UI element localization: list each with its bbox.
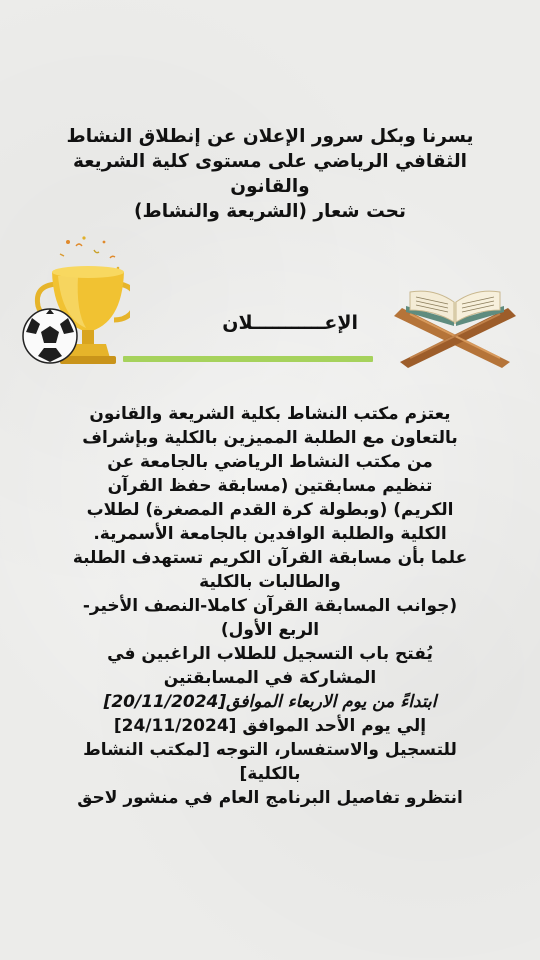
intro-heading <box>60 124 480 224</box>
banner-underline <box>123 356 373 362</box>
body-line: المشاركة في المسابقتين <box>163 668 377 688</box>
announcement-body <box>20 402 520 810</box>
intro-line: يسرنا وبكل سرور الإعلان عن إنطلاق النشاط <box>66 126 474 147</box>
body-line: للتسجيل والاستفسار، التوجه [لمكتب النشاط <box>83 740 457 760</box>
confetti <box>60 236 119 269</box>
body-line: ابتداءً من يوم الاربعاء الموافق[20/11/2024] <box>103 692 437 712</box>
body-line: (جوانب المسابقة القرآن كاملا-النصف الأخير- <box>82 596 458 616</box>
body-line: علما بأن مسابقة القرآن الكريم تستهدف الطلبة <box>72 548 468 568</box>
quran-icon <box>390 280 520 370</box>
football-icon <box>23 309 77 363</box>
body-line: يعتزم مكتب النشاط بكلية الشريعة والقانون <box>89 404 451 424</box>
body-line: من مكتب النشاط الرياضي بالجامعة عن <box>107 452 433 472</box>
intro-line: تحت شعار (الشريعة والنشاط) <box>134 201 406 222</box>
body-line: يُفتح باب التسجيل للطلاب الراغبين في <box>107 644 433 664</box>
body-line: بالكلية] <box>239 764 301 784</box>
body-line: الربع الأول) <box>220 620 320 640</box>
intro-line: والقانون <box>230 176 310 197</box>
banner-title: الإعـــــــــــلان <box>222 312 358 334</box>
body-line: بالتعاون مع الطلبة المميزين بالكلية وبإشراف <box>82 428 458 448</box>
body-line: والطالبات بالكلية <box>199 572 341 592</box>
body-line: الكلية والطلبة الوافدين بالجامعة الأسمرية. <box>93 524 447 544</box>
body-line: انتظرو تفاصيل البرنامج العام في منشور لاحق <box>77 788 463 808</box>
intro-line: الثقافي الرياضي على مستوى كلية الشريعة <box>72 151 468 172</box>
trophy-icon <box>18 232 130 372</box>
body-line: الكريم) (وبطولة كرة القدم المصغرة) لطلاب <box>86 500 454 520</box>
body-line: تنظيم مسابقتين (مسابقة حفظ القرآن <box>107 476 433 496</box>
body-line: إلي يوم الأحد الموافق [24/11/2024] <box>113 716 427 736</box>
